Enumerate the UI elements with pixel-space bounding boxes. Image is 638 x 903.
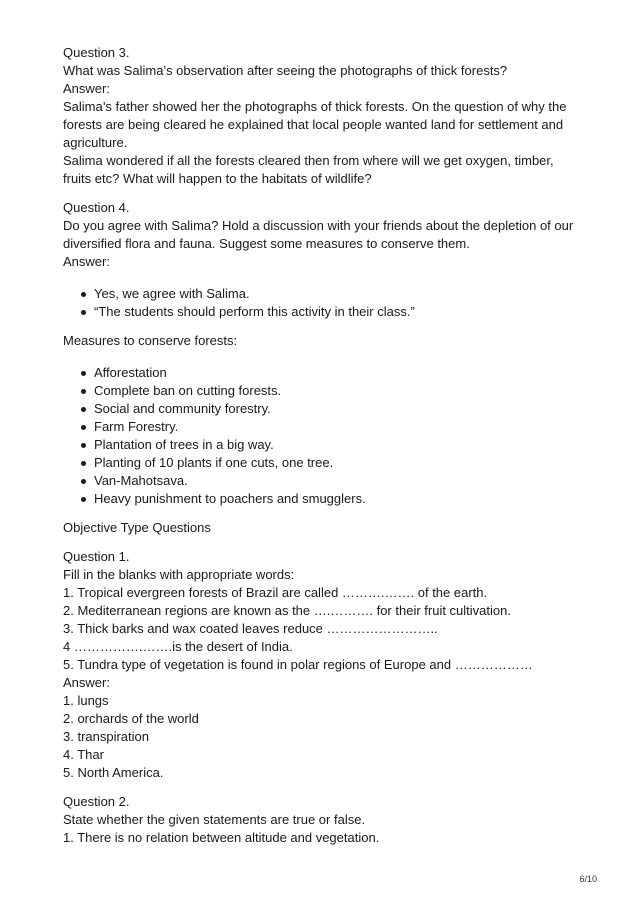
list-item: Yes, we agree with Salima. [94, 285, 583, 303]
section-heading: Objective Type Questions [63, 520, 211, 535]
blank-item: 5. Tundra type of vegetation is found in polar regions of Europe and ……………… [63, 657, 533, 672]
answer-line: 4. Thar [63, 747, 104, 762]
question-instruction: Fill in the blanks with appropriate words: [63, 567, 295, 582]
list-item: Plantation of trees in a big way. [94, 436, 583, 454]
list-item: Complete ban on cutting forests. [94, 382, 583, 400]
list-item: Social and community forestry. [94, 400, 583, 418]
blank-item: 3. Thick barks and wax coated leaves reduce …………………….. [63, 621, 438, 636]
answer-line: Salima wondered if all the forests cleared then from where will we get oxygen, timber, [63, 153, 554, 168]
question-label: Question 3. [63, 45, 130, 60]
question-instruction: State whether the given statements are true or false. [63, 812, 366, 827]
question-label: Question 1. [63, 549, 130, 564]
list-item: Afforestation [94, 364, 583, 382]
objective-question-1-block [63, 548, 583, 782]
answer-line: 5. North America. [63, 765, 164, 780]
blank-item: 4 …………….…….is the desert of India. [63, 639, 293, 654]
blank-item: 2. Mediterranean regions are known as the ….………. for their fruit cultivation. [63, 603, 511, 618]
answer-label: Answer: [63, 675, 110, 690]
question-text: Do you agree with Salima? Hold a discussion with your friends about the depletion of our [63, 218, 574, 233]
measures-list [63, 364, 583, 508]
question-text: diversified flora and fauna. Suggest some measures to conserve them. [63, 236, 470, 251]
answer-line: Salima’s father showed her the photographs of thick forests. On the question of why the [63, 99, 567, 114]
answer-line: 3. transpiration [63, 729, 149, 744]
measures-heading: Measures to conserve forests: [63, 333, 238, 348]
list-item: “The students should perform this activity in their class.” [94, 303, 583, 321]
page-indicator: 6/10 [579, 874, 597, 884]
statement-item: 1. There is no relation between altitude and vegetation. [63, 830, 380, 845]
question-label: Question 4. [63, 200, 130, 215]
answer-line: forests are being cleared he explained that local people wanted land for settlement and [63, 117, 564, 132]
answer-line: agriculture. [63, 135, 128, 150]
document-page [63, 44, 583, 858]
answer-label: Answer: [63, 81, 110, 96]
question-4-block [63, 199, 583, 271]
list-item: Farm Forestry. [94, 418, 583, 436]
answer-label: Answer: [63, 254, 110, 269]
answer-line: fruits etc? What will happen to the habitats of wildlife? [63, 171, 372, 186]
list-item: Heavy punishment to poachers and smugglers. [94, 490, 583, 508]
answer-line: 2. orchards of the world [63, 711, 199, 726]
objective-question-2-block [63, 793, 583, 847]
question-3-block [63, 44, 583, 188]
question-text: What was Salima’s observation after seeing the photographs of thick forests? [63, 63, 508, 78]
question-label: Question 2. [63, 794, 130, 809]
list-item: Planting of 10 plants if one cuts, one tree. [94, 454, 583, 472]
answer-line: 1. lungs [63, 693, 109, 708]
answer-bullet-list [63, 285, 583, 321]
blank-item: 1. Tropical evergreen forests of Brazil are called ……….……. of the earth. [63, 585, 488, 600]
list-item: Van-Mahotsava. [94, 472, 583, 490]
